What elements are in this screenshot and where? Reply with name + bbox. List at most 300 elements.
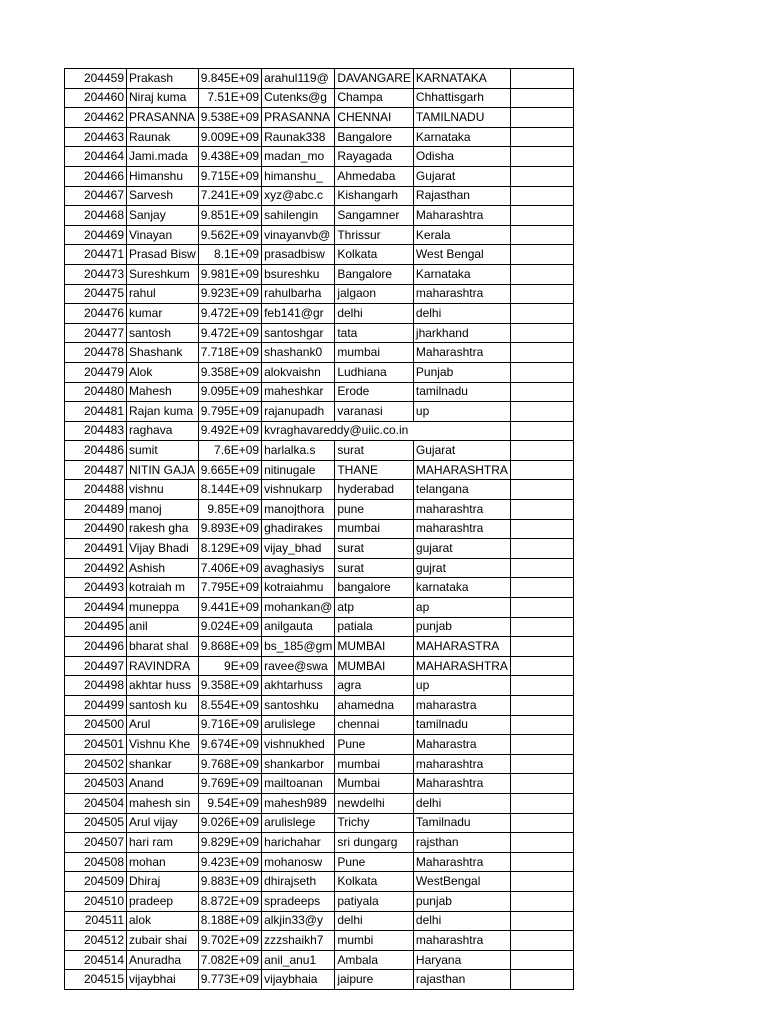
city-cell[interactable]: surat xyxy=(335,558,414,578)
empty-cell[interactable] xyxy=(510,813,573,833)
city-cell[interactable]: tata xyxy=(335,323,414,343)
email-cell[interactable]: santoshgar xyxy=(262,323,335,343)
empty-cell[interactable] xyxy=(510,186,573,206)
email-cell[interactable]: manojthora xyxy=(262,500,335,520)
email-cell[interactable]: kotraiahmu xyxy=(262,578,335,598)
name-cell[interactable]: Ashish xyxy=(127,558,199,578)
phone-cell[interactable]: 9.768E+09 xyxy=(198,754,261,774)
phone-cell[interactable]: 9.54E+09 xyxy=(198,793,261,813)
id-cell[interactable]: 204496 xyxy=(65,637,127,657)
name-cell[interactable]: Arul xyxy=(127,715,199,735)
city-cell[interactable]: Thrissur xyxy=(335,225,414,245)
city-cell[interactable]: mumbi xyxy=(335,931,414,951)
state-cell[interactable]: Karnataka xyxy=(413,127,510,147)
state-cell[interactable]: maharashtra xyxy=(413,519,510,539)
id-cell[interactable]: 204498 xyxy=(65,676,127,696)
id-cell[interactable]: 204477 xyxy=(65,323,127,343)
name-cell[interactable]: Raunak xyxy=(127,127,199,147)
empty-cell[interactable] xyxy=(510,656,573,676)
name-cell[interactable]: Sarvesh xyxy=(127,186,199,206)
email-cell[interactable]: shankarbor xyxy=(262,754,335,774)
state-cell[interactable]: Maharastra xyxy=(413,735,510,755)
phone-cell[interactable]: 7.406E+09 xyxy=(198,558,261,578)
city-cell[interactable]: Pune xyxy=(335,852,414,872)
id-cell[interactable]: 204486 xyxy=(65,441,127,461)
name-cell[interactable]: Vijay Bhadi xyxy=(127,539,199,559)
phone-cell[interactable]: 9.358E+09 xyxy=(198,676,261,696)
id-cell[interactable]: 204464 xyxy=(65,147,127,167)
id-cell[interactable]: 204463 xyxy=(65,127,127,147)
city-cell[interactable]: mumbai xyxy=(335,343,414,363)
city-cell[interactable]: mumbai xyxy=(335,519,414,539)
phone-cell[interactable]: 8.144E+09 xyxy=(198,480,261,500)
empty-cell[interactable] xyxy=(510,402,573,422)
name-cell[interactable]: rakesh gha xyxy=(127,519,199,539)
id-cell[interactable]: 204475 xyxy=(65,284,127,304)
email-cell[interactable]: arulislege xyxy=(262,813,335,833)
name-cell[interactable]: mohan xyxy=(127,852,199,872)
name-cell[interactable]: Niraj kuma xyxy=(127,88,199,108)
state-cell[interactable]: maharashtra xyxy=(413,931,510,951)
id-cell[interactable]: 204510 xyxy=(65,891,127,911)
empty-cell[interactable] xyxy=(510,793,573,813)
phone-cell[interactable]: 7.718E+09 xyxy=(198,343,261,363)
email-cell[interactable]: mohanosw xyxy=(262,852,335,872)
state-cell[interactable]: tamilnadu xyxy=(413,382,510,402)
empty-cell[interactable] xyxy=(510,558,573,578)
city-cell[interactable]: THANE xyxy=(335,460,414,480)
name-cell[interactable]: santosh xyxy=(127,323,199,343)
id-cell[interactable]: 204468 xyxy=(65,206,127,226)
empty-cell[interactable] xyxy=(510,950,573,970)
city-cell[interactable]: Rayagada xyxy=(335,147,414,167)
state-cell[interactable]: rajsthan xyxy=(413,833,510,853)
name-cell[interactable]: raghava xyxy=(127,421,199,441)
empty-cell[interactable] xyxy=(510,245,573,265)
name-cell[interactable]: Dhiraj xyxy=(127,872,199,892)
email-cell[interactable]: avaghasiys xyxy=(262,558,335,578)
city-cell[interactable]: Kishangarh xyxy=(335,186,414,206)
phone-cell[interactable]: 9.026E+09 xyxy=(198,813,261,833)
phone-cell[interactable]: 9.769E+09 xyxy=(198,774,261,794)
email-cell[interactable]: ghadirakes xyxy=(262,519,335,539)
id-cell[interactable]: 204462 xyxy=(65,108,127,128)
email-cell[interactable]: vishnukhed xyxy=(262,735,335,755)
id-cell[interactable]: 204460 xyxy=(65,88,127,108)
phone-cell[interactable]: 9.868E+09 xyxy=(198,637,261,657)
empty-cell[interactable] xyxy=(510,637,573,657)
state-cell[interactable]: WestBengal xyxy=(413,872,510,892)
state-cell[interactable]: West Bengal xyxy=(413,245,510,265)
empty-cell[interactable] xyxy=(510,872,573,892)
phone-cell[interactable]: 9.829E+09 xyxy=(198,833,261,853)
city-cell[interactable]: Bangalore xyxy=(335,127,414,147)
name-cell[interactable]: Sanjay xyxy=(127,206,199,226)
empty-cell[interactable] xyxy=(510,343,573,363)
phone-cell[interactable]: 9.702E+09 xyxy=(198,931,261,951)
state-cell[interactable]: up xyxy=(413,676,510,696)
empty-cell[interactable] xyxy=(510,774,573,794)
id-cell[interactable]: 204495 xyxy=(65,617,127,637)
phone-cell[interactable]: 9.492E+09 xyxy=(198,421,261,441)
phone-cell[interactable]: 8.129E+09 xyxy=(198,539,261,559)
phone-cell[interactable]: 9.009E+09 xyxy=(198,127,261,147)
city-cell[interactable]: Ludhiana xyxy=(335,362,414,382)
phone-cell[interactable]: 9.773E+09 xyxy=(198,970,261,990)
id-cell[interactable]: 204490 xyxy=(65,519,127,539)
email-cell[interactable]: harichahar xyxy=(262,833,335,853)
email-cell[interactable]: arulislege xyxy=(262,715,335,735)
email-cell[interactable]: bsureshku xyxy=(262,264,335,284)
empty-cell[interactable] xyxy=(510,382,573,402)
name-cell[interactable]: RAVINDRA xyxy=(127,656,199,676)
city-cell[interactable]: surat xyxy=(335,539,414,559)
phone-cell[interactable]: 9.358E+09 xyxy=(198,362,261,382)
state-cell[interactable]: Tamilnadu xyxy=(413,813,510,833)
id-cell[interactable]: 204459 xyxy=(65,69,127,89)
phone-cell[interactable]: 7.51E+09 xyxy=(198,88,261,108)
email-cell[interactable]: madan_mo xyxy=(262,147,335,167)
phone-cell[interactable]: 9.923E+09 xyxy=(198,284,261,304)
id-cell[interactable]: 204497 xyxy=(65,656,127,676)
id-cell[interactable]: 204508 xyxy=(65,852,127,872)
empty-cell[interactable] xyxy=(510,500,573,520)
phone-cell[interactable]: 9.024E+09 xyxy=(198,617,261,637)
state-cell[interactable]: KARNATAKA xyxy=(413,69,510,89)
state-cell[interactable]: rajasthan xyxy=(413,970,510,990)
phone-cell[interactable]: 8.188E+09 xyxy=(198,911,261,931)
phone-cell[interactable]: 7.6E+09 xyxy=(198,441,261,461)
name-cell[interactable]: akhtar huss xyxy=(127,676,199,696)
email-cell[interactable]: mailtoanan xyxy=(262,774,335,794)
phone-cell[interactable]: 9.845E+09 xyxy=(198,69,261,89)
empty-cell[interactable] xyxy=(510,931,573,951)
id-cell[interactable]: 204479 xyxy=(65,362,127,382)
state-cell[interactable]: gujarat xyxy=(413,539,510,559)
empty-cell[interactable] xyxy=(510,304,573,324)
city-cell[interactable]: bangalore xyxy=(335,578,414,598)
city-cell[interactable]: CHENNAI xyxy=(335,108,414,128)
state-cell[interactable]: Maharashtra xyxy=(413,206,510,226)
phone-cell[interactable]: 9.441E+09 xyxy=(198,598,261,618)
name-cell[interactable]: bharat shal xyxy=(127,637,199,657)
city-cell[interactable]: Sangamner xyxy=(335,206,414,226)
empty-cell[interactable] xyxy=(510,617,573,637)
state-cell[interactable]: Gujarat xyxy=(413,441,510,461)
city-cell[interactable]: Trichy xyxy=(335,813,414,833)
empty-cell[interactable] xyxy=(510,519,573,539)
name-cell[interactable]: zubair shai xyxy=(127,931,199,951)
email-cell[interactable]: shashank0 xyxy=(262,343,335,363)
state-cell[interactable]: Karnataka xyxy=(413,264,510,284)
city-cell[interactable]: newdelhi xyxy=(335,793,414,813)
phone-cell[interactable]: 9.562E+09 xyxy=(198,225,261,245)
city-cell[interactable]: ahamedna xyxy=(335,696,414,716)
email-cell[interactable]: himanshu_ xyxy=(262,166,335,186)
email-cell[interactable]: rajanupadh xyxy=(262,402,335,422)
city-cell[interactable]: mumbai xyxy=(335,754,414,774)
email-cell[interactable]: spradeeps xyxy=(262,891,335,911)
id-cell[interactable]: 204473 xyxy=(65,264,127,284)
id-cell[interactable]: 204515 xyxy=(65,970,127,990)
state-cell[interactable]: gujrat xyxy=(413,558,510,578)
phone-cell[interactable]: 9.893E+09 xyxy=(198,519,261,539)
city-cell[interactable]: delhi xyxy=(335,911,414,931)
city-cell[interactable]: agra xyxy=(335,676,414,696)
empty-cell[interactable] xyxy=(510,676,573,696)
phone-cell[interactable]: 7.241E+09 xyxy=(198,186,261,206)
state-cell[interactable]: Maharashtra xyxy=(413,852,510,872)
phone-cell[interactable]: 9E+09 xyxy=(198,656,261,676)
email-cell[interactable]: alkjin33@y xyxy=(262,911,335,931)
empty-cell[interactable] xyxy=(510,264,573,284)
phone-cell[interactable]: 9.85E+09 xyxy=(198,500,261,520)
name-cell[interactable]: sumit xyxy=(127,441,199,461)
state-cell[interactable]: Maharashtra xyxy=(413,343,510,363)
name-cell[interactable]: santosh ku xyxy=(127,696,199,716)
id-cell[interactable]: 204480 xyxy=(65,382,127,402)
city-cell[interactable]: Ambala xyxy=(335,950,414,970)
name-cell[interactable]: Sureshkum xyxy=(127,264,199,284)
id-cell[interactable]: 204494 xyxy=(65,598,127,618)
name-cell[interactable]: Himanshu xyxy=(127,166,199,186)
state-cell[interactable]: delhi xyxy=(413,793,510,813)
city-cell[interactable]: varanasi xyxy=(335,402,414,422)
name-cell[interactable]: pradeep xyxy=(127,891,199,911)
city-cell[interactable]: jaipure xyxy=(335,970,414,990)
empty-cell[interactable] xyxy=(510,539,573,559)
phone-cell[interactable]: 9.716E+09 xyxy=(198,715,261,735)
email-cell[interactable]: nitinugale xyxy=(262,460,335,480)
name-cell[interactable]: vishnu xyxy=(127,480,199,500)
city-cell[interactable]: DAVANGARE xyxy=(335,69,414,89)
email-cell[interactable]: Cutenks@g xyxy=(262,88,335,108)
empty-cell[interactable] xyxy=(510,323,573,343)
empty-cell[interactable] xyxy=(510,88,573,108)
phone-cell[interactable]: 9.981E+09 xyxy=(198,264,261,284)
email-cell[interactable]: feb141@gr xyxy=(262,304,335,324)
phone-cell[interactable]: 9.472E+09 xyxy=(198,304,261,324)
state-cell[interactable]: up xyxy=(413,402,510,422)
state-cell[interactable]: Rajasthan xyxy=(413,186,510,206)
city-cell[interactable]: atp xyxy=(335,598,414,618)
name-cell[interactable]: Mahesh xyxy=(127,382,199,402)
phone-cell[interactable]: 9.795E+09 xyxy=(198,402,261,422)
email-cell[interactable]: harlalka.s xyxy=(262,441,335,461)
email-cell[interactable]: anilgauta xyxy=(262,617,335,637)
city-cell[interactable]: Ahmedaba xyxy=(335,166,414,186)
id-cell[interactable]: 204471 xyxy=(65,245,127,265)
email-cell[interactable]: santoshku xyxy=(262,696,335,716)
empty-cell[interactable] xyxy=(510,284,573,304)
empty-cell[interactable] xyxy=(510,754,573,774)
city-cell[interactable]: Pune xyxy=(335,735,414,755)
state-cell[interactable]: maharashtra xyxy=(413,754,510,774)
email-cell[interactable]: vijay_bhad xyxy=(262,539,335,559)
city-cell[interactable]: MUMBAI xyxy=(335,637,414,657)
name-cell[interactable]: Prasad Bisw xyxy=(127,245,199,265)
email-cell[interactable]: zzzshaikh7 xyxy=(262,931,335,951)
email-cell[interactable]: ravee@swa xyxy=(262,656,335,676)
phone-cell[interactable]: 8.872E+09 xyxy=(198,891,261,911)
city-cell[interactable]: surat xyxy=(335,441,414,461)
id-cell[interactable]: 204478 xyxy=(65,343,127,363)
phone-cell[interactable]: 9.472E+09 xyxy=(198,323,261,343)
city-cell[interactable]: MUMBAI xyxy=(335,656,414,676)
name-cell[interactable]: manoj xyxy=(127,500,199,520)
empty-cell[interactable] xyxy=(510,460,573,480)
name-cell[interactable]: Rajan kuma xyxy=(127,402,199,422)
empty-cell[interactable] xyxy=(510,108,573,128)
name-cell[interactable]: Jami.mada xyxy=(127,147,199,167)
empty-cell[interactable] xyxy=(510,891,573,911)
city-cell[interactable]: patiala xyxy=(335,617,414,637)
phone-cell[interactable]: 7.082E+09 xyxy=(198,950,261,970)
empty-cell[interactable] xyxy=(510,69,573,89)
id-cell[interactable]: 204481 xyxy=(65,402,127,422)
email-cell[interactable]: alokvaishn xyxy=(262,362,335,382)
state-cell[interactable]: maharashtra xyxy=(413,284,510,304)
name-cell[interactable]: rahul xyxy=(127,284,199,304)
empty-cell[interactable] xyxy=(510,166,573,186)
state-cell[interactable]: jharkhand xyxy=(413,323,510,343)
id-cell[interactable]: 204476 xyxy=(65,304,127,324)
state-cell[interactable]: maharashtra xyxy=(413,500,510,520)
empty-cell[interactable] xyxy=(510,362,573,382)
email-cell[interactable]: vijaybhaia xyxy=(262,970,335,990)
city-cell[interactable]: Champa xyxy=(335,88,414,108)
phone-cell[interactable]: 9.883E+09 xyxy=(198,872,261,892)
id-cell[interactable]: 204514 xyxy=(65,950,127,970)
name-cell[interactable]: Anuradha xyxy=(127,950,199,970)
email-cell[interactable]: rahulbarha xyxy=(262,284,335,304)
id-cell[interactable]: 204500 xyxy=(65,715,127,735)
name-cell[interactable]: PRASANNA xyxy=(127,108,199,128)
city-cell[interactable]: hyderabad xyxy=(335,480,414,500)
id-cell[interactable]: 204493 xyxy=(65,578,127,598)
city-cell[interactable]: Kolkata xyxy=(335,872,414,892)
name-cell[interactable]: Alok xyxy=(127,362,199,382)
state-cell[interactable]: ap xyxy=(413,598,510,618)
empty-cell[interactable] xyxy=(510,578,573,598)
email-cell[interactable]: kvraghavareddy@uiic.co.in xyxy=(262,421,511,441)
id-cell[interactable]: 204469 xyxy=(65,225,127,245)
email-cell[interactable]: maheshkar xyxy=(262,382,335,402)
email-cell[interactable]: xyz@abc.c xyxy=(262,186,335,206)
email-cell[interactable]: mohankan@ xyxy=(262,598,335,618)
phone-cell[interactable]: 9.538E+09 xyxy=(198,108,261,128)
name-cell[interactable]: vijaybhai xyxy=(127,970,199,990)
empty-cell[interactable] xyxy=(510,598,573,618)
id-cell[interactable]: 204505 xyxy=(65,813,127,833)
email-cell[interactable]: anil_anu1 xyxy=(262,950,335,970)
empty-cell[interactable] xyxy=(510,696,573,716)
email-cell[interactable]: mahesh989 xyxy=(262,793,335,813)
empty-cell[interactable] xyxy=(510,127,573,147)
state-cell[interactable]: punjab xyxy=(413,617,510,637)
city-cell[interactable]: Mumbai xyxy=(335,774,414,794)
id-cell[interactable]: 204467 xyxy=(65,186,127,206)
id-cell[interactable]: 204487 xyxy=(65,460,127,480)
empty-cell[interactable] xyxy=(510,480,573,500)
id-cell[interactable]: 204511 xyxy=(65,911,127,931)
city-cell[interactable]: Bangalore xyxy=(335,264,414,284)
city-cell[interactable]: delhi xyxy=(335,304,414,324)
id-cell[interactable]: 204492 xyxy=(65,558,127,578)
city-cell[interactable]: Erode xyxy=(335,382,414,402)
name-cell[interactable]: kumar xyxy=(127,304,199,324)
phone-cell[interactable]: 9.438E+09 xyxy=(198,147,261,167)
email-cell[interactable]: bs_185@gm xyxy=(262,637,335,657)
id-cell[interactable]: 204512 xyxy=(65,931,127,951)
empty-cell[interactable] xyxy=(510,970,573,990)
name-cell[interactable]: NITIN GAJA xyxy=(127,460,199,480)
state-cell[interactable]: punjab xyxy=(413,891,510,911)
state-cell[interactable]: Gujarat xyxy=(413,166,510,186)
empty-cell[interactable] xyxy=(510,833,573,853)
state-cell[interactable]: telangana xyxy=(413,480,510,500)
name-cell[interactable]: anil xyxy=(127,617,199,637)
phone-cell[interactable]: 8.1E+09 xyxy=(198,245,261,265)
empty-cell[interactable] xyxy=(510,735,573,755)
phone-cell[interactable]: 8.554E+09 xyxy=(198,696,261,716)
phone-cell[interactable]: 9.851E+09 xyxy=(198,206,261,226)
email-cell[interactable]: dhirajseth xyxy=(262,872,335,892)
phone-cell[interactable]: 9.674E+09 xyxy=(198,735,261,755)
email-cell[interactable]: prasadbisw xyxy=(262,245,335,265)
city-cell[interactable]: jalgaon xyxy=(335,284,414,304)
id-cell[interactable]: 204504 xyxy=(65,793,127,813)
name-cell[interactable]: shankar xyxy=(127,754,199,774)
phone-cell[interactable]: 9.665E+09 xyxy=(198,460,261,480)
id-cell[interactable]: 204488 xyxy=(65,480,127,500)
name-cell[interactable]: Prakash xyxy=(127,69,199,89)
empty-cell[interactable] xyxy=(510,441,573,461)
id-cell[interactable]: 204483 xyxy=(65,421,127,441)
name-cell[interactable]: hari ram xyxy=(127,833,199,853)
id-cell[interactable]: 204491 xyxy=(65,539,127,559)
id-cell[interactable]: 204499 xyxy=(65,696,127,716)
state-cell[interactable]: Odisha xyxy=(413,147,510,167)
state-cell[interactable]: maharastra xyxy=(413,696,510,716)
state-cell[interactable]: Maharashtra xyxy=(413,774,510,794)
city-cell[interactable]: patiyala xyxy=(335,891,414,911)
phone-cell[interactable]: 9.715E+09 xyxy=(198,166,261,186)
id-cell[interactable]: 204489 xyxy=(65,500,127,520)
phone-cell[interactable]: 9.095E+09 xyxy=(198,382,261,402)
name-cell[interactable]: Arul vijay xyxy=(127,813,199,833)
email-cell[interactable]: vishnukarp xyxy=(262,480,335,500)
name-cell[interactable]: alok xyxy=(127,911,199,931)
state-cell[interactable]: MAHARASHTRA xyxy=(413,656,510,676)
state-cell[interactable]: TAMILNADU xyxy=(413,108,510,128)
name-cell[interactable]: muneppa xyxy=(127,598,199,618)
empty-cell[interactable] xyxy=(510,911,573,931)
state-cell[interactable]: Kerala xyxy=(413,225,510,245)
empty-cell[interactable] xyxy=(510,147,573,167)
email-cell[interactable]: PRASANNA xyxy=(262,108,335,128)
id-cell[interactable]: 204501 xyxy=(65,735,127,755)
empty-cell[interactable] xyxy=(510,852,573,872)
email-cell[interactable]: vinayanvb@ xyxy=(262,225,335,245)
name-cell[interactable]: Vishnu Khe xyxy=(127,735,199,755)
id-cell[interactable]: 204509 xyxy=(65,872,127,892)
state-cell[interactable]: karnataka xyxy=(413,578,510,598)
city-cell[interactable]: sri dungarg xyxy=(335,833,414,853)
id-cell[interactable]: 204502 xyxy=(65,754,127,774)
state-cell[interactable]: delhi xyxy=(413,304,510,324)
id-cell[interactable]: 204507 xyxy=(65,833,127,853)
